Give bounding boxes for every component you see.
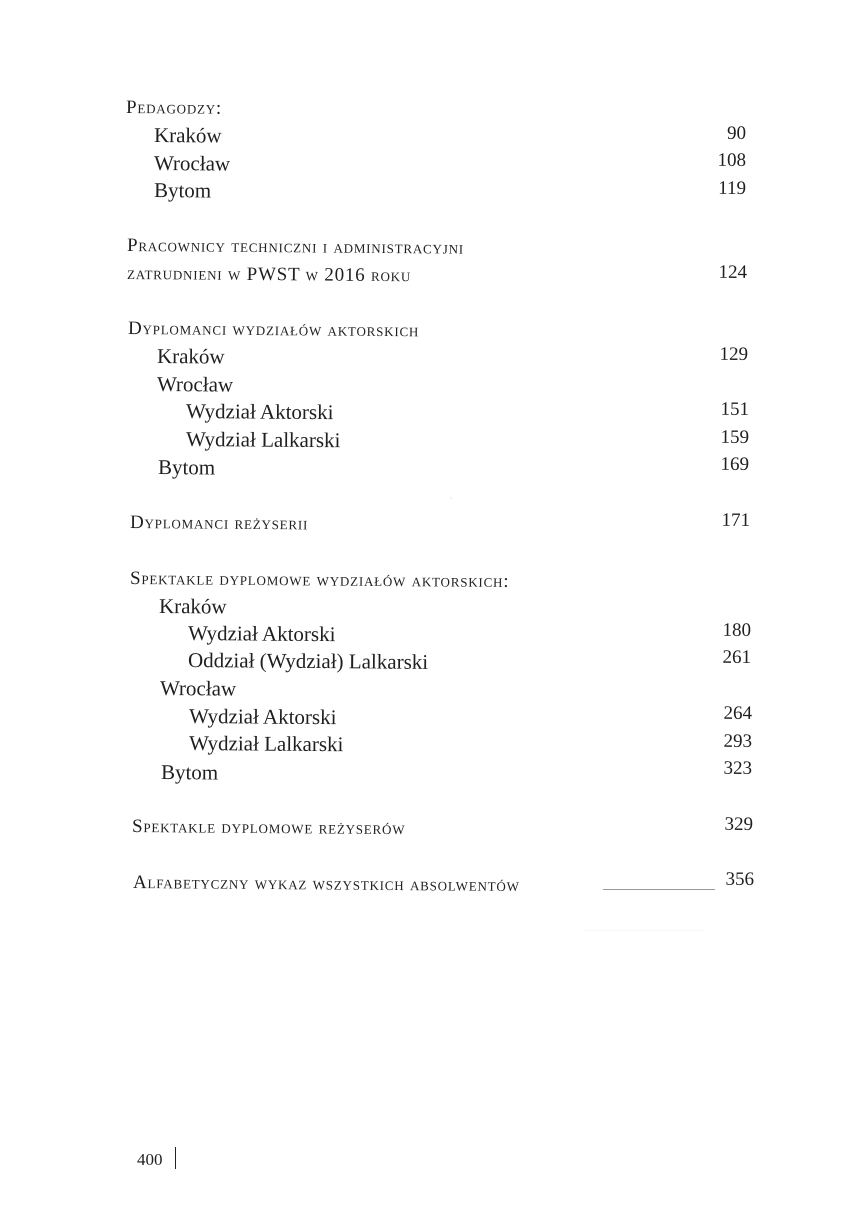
section-heading-spektakle-rezyserow: Spektakle dyplomowe reżyserów xyxy=(131,816,406,840)
leader-line xyxy=(603,889,715,890)
section-heading-pedagodzy: Pedagodzy: xyxy=(125,97,223,119)
section-heading-dyplomanci-aktorzy: Dyplomanci wydziałów aktorskich xyxy=(127,318,420,342)
page-number-spektakle-wroclaw-lalkarski: 293 xyxy=(723,730,753,752)
entry-spektakle-krakow-aktorski: Wydział Aktorski xyxy=(187,621,336,647)
section-heading-dyplomanci-rezyserii: Dyplomanci reżyserii xyxy=(129,512,309,535)
page-number-pedagodzy-krakow: 90 xyxy=(726,122,747,144)
entry-spektakle-krakow: Kraków xyxy=(158,594,227,619)
entry-spektakle-wroclaw-aktorski: Wydział Aktorski xyxy=(188,704,337,730)
page-number-spektakle-krakow-aktorski: 180 xyxy=(722,619,752,641)
page-number-pracownicy: 124 xyxy=(718,261,748,283)
section-heading-spektakle-aktorzy: Spektakle dyplomowe wydziałów aktorskich: xyxy=(129,568,510,592)
page-number-dyplomanci-krakow: 129 xyxy=(719,343,749,365)
folio-page-number: 400 xyxy=(137,1150,163,1169)
page-number-dyplomanci-rezyserii: 171 xyxy=(721,509,751,531)
page-number-alfabetyczny: 356 xyxy=(725,868,755,890)
page-number-dyplomanci-wroclaw-lalkarski: 159 xyxy=(720,426,750,448)
entry-dyplomanci-bytom: Bytom xyxy=(157,455,216,480)
entry-spektakle-krakow-lalkarski: Oddział (Wydział) Lalkarski xyxy=(187,648,429,674)
page-number-dyplomanci-wroclaw-aktorski: 151 xyxy=(720,398,750,420)
entry-spektakle-wroclaw: Wrocław xyxy=(159,676,237,701)
entry-pedagodzy-krakow: Kraków xyxy=(153,123,222,148)
page-number-pedagodzy-bytom: 119 xyxy=(718,177,747,199)
section-heading-pracownicy-line1: Pracownicy techniczni i administracyjni xyxy=(126,235,465,259)
section-heading-alfabetyczny: Alfabetyczny wykaz wszystkich absolwentów xyxy=(132,872,520,897)
page-number-dyplomanci-bytom: 169 xyxy=(720,453,750,475)
entry-dyplomanci-wroclaw-lalkarski: Wydział Lalkarski xyxy=(185,427,341,453)
entry-dyplomanci-wroclaw-aktorski: Wydział Aktorski xyxy=(185,399,334,425)
section-heading-pracownicy-line2: zatrudnieni w PWST w 2016 roku xyxy=(126,263,412,287)
folio-divider xyxy=(175,1147,176,1169)
entry-spektakle-wroclaw-lalkarski: Wydział Lalkarski xyxy=(188,731,344,757)
page-number-spektakle-wroclaw-aktorski: 264 xyxy=(723,702,753,724)
page-number-spektakle-rezyserow: 329 xyxy=(724,813,754,835)
page-number-spektakle-bytom: 323 xyxy=(723,757,753,779)
page-number-spektakle-krakow-lalkarski: 261 xyxy=(722,646,752,668)
entry-pedagodzy-wroclaw: Wrocław xyxy=(153,151,231,176)
page-number-pedagodzy-wroclaw: 108 xyxy=(717,149,747,171)
scan-speck xyxy=(585,930,705,931)
entry-dyplomanci-wroclaw: Wrocław xyxy=(156,372,234,397)
entry-pedagodzy-bytom: Bytom xyxy=(153,178,212,203)
scan-speck xyxy=(450,497,452,499)
entry-spektakle-bytom: Bytom xyxy=(160,760,219,785)
entry-dyplomanci-krakow: Kraków xyxy=(156,344,225,369)
